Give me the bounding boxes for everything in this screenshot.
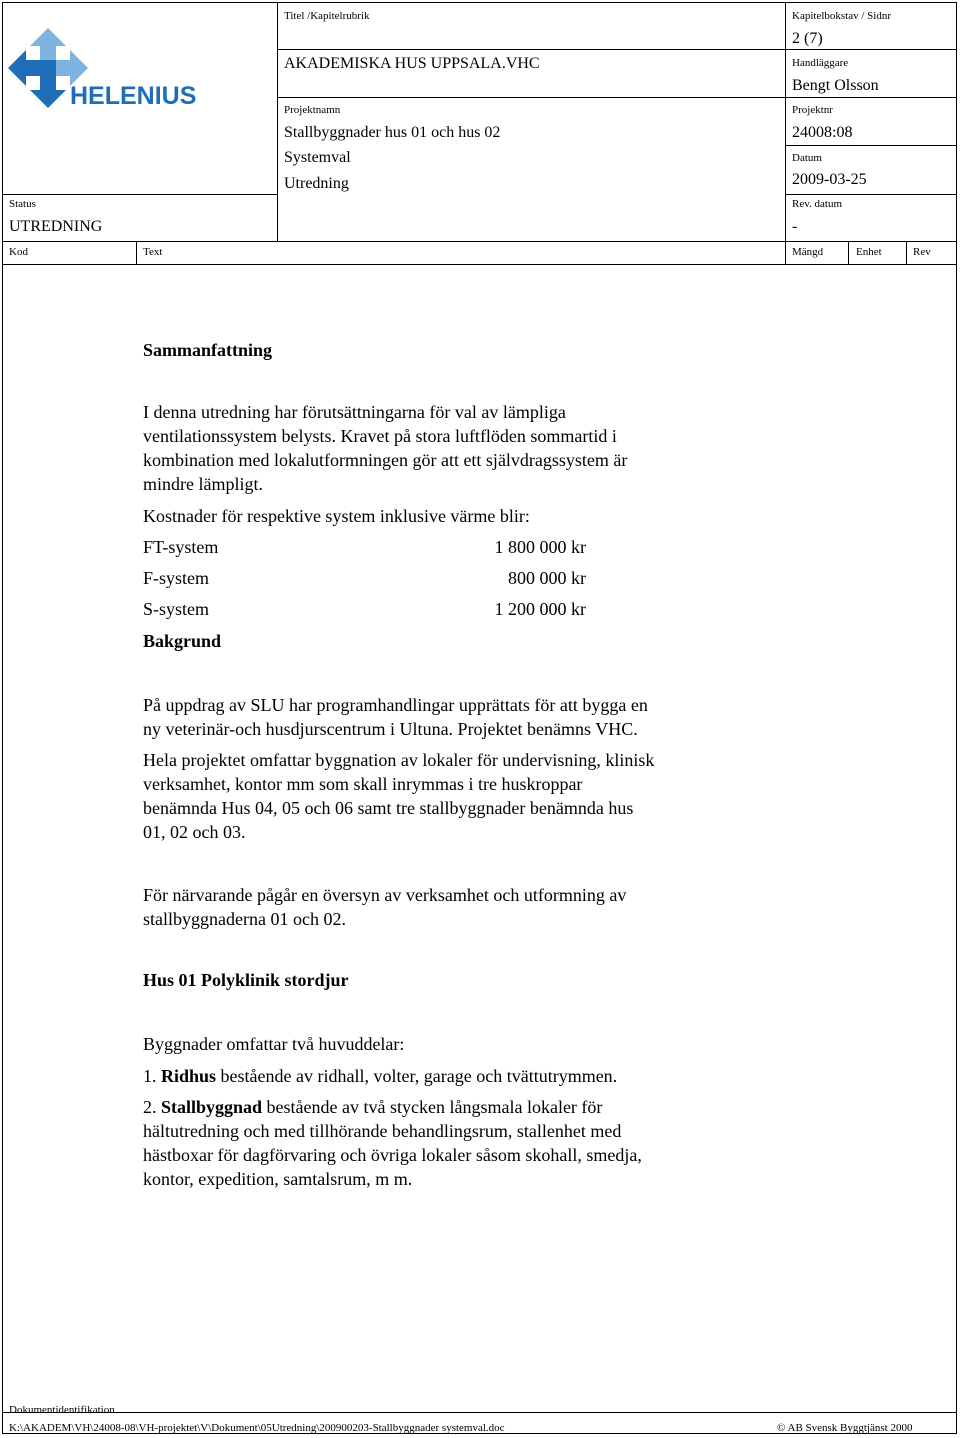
column-enhet: Enhet (856, 246, 882, 258)
cost-amount-s: 1 200 000 kr (494, 599, 586, 619)
summary-heading: Sammanfattning (143, 340, 273, 360)
cost-amount-ft: 1 800 000 kr (494, 537, 586, 557)
header-divider (906, 241, 907, 264)
paragraph-line: ny veterinär-och husdjurscentrum i Ultuna. Projektet benämns VHC. (143, 719, 638, 739)
paragraph-line: kontor, expedition, samtalsrum, m m. (143, 1169, 413, 1189)
handler-label: Handläggare (792, 57, 849, 69)
list-item-2 (143, 1095, 642, 1191)
summary-line: I denna utredning har förutsättningarna för val av lämpliga (143, 402, 566, 422)
doc-id-label: Dokumentidentifikation (9, 1404, 115, 1416)
paragraph-line: stallbyggnaderna 01 och 02. (143, 909, 346, 929)
paragraph-line: benämnda Hus 04, 05 och 06 samt tre stallbyggnader benämnda hus (143, 798, 634, 818)
system-value: Utredning (284, 175, 349, 192)
paragraph-line: hältutredning och med tillhörande behandlingsrum, stallenhet med (143, 1121, 622, 1141)
title-label: Titel /Kapitelrubrik (284, 10, 370, 22)
rev-date-value: - (792, 218, 798, 235)
cost-system-s: S-system (143, 599, 210, 619)
logo-wordmark: HELENIUS (70, 82, 197, 110)
background-paragraph-1 (143, 693, 648, 741)
date-label: Datum (792, 152, 822, 164)
project-number-value: 24008:08 (792, 124, 853, 141)
cost-system-f: F-system (143, 568, 210, 588)
footer-rule (2, 1412, 957, 1413)
paragraph-line: På uppdrag av SLU har programhandlingar upprättats för att bygga en (143, 695, 648, 715)
cost-amount-f: 800 000 kr (508, 568, 586, 588)
background-paragraph-3 (143, 883, 626, 931)
date-value: 2009-03-25 (792, 171, 867, 188)
project-number-label: Projektnr (792, 104, 833, 116)
handler-value: Bengt Olsson (792, 77, 879, 94)
hus01-heading: Hus 01 Polyklinik stordjur (143, 970, 349, 990)
list-item-title: Stallbyggnad (161, 1097, 263, 1117)
header-divider (277, 2, 278, 241)
header-divider (785, 2, 786, 264)
column-kod: Kod (9, 246, 28, 258)
list-item-title: Ridhus (161, 1066, 217, 1086)
list-number: 1. (143, 1066, 157, 1086)
header-divider (136, 241, 137, 264)
document-title: AKADEMISKA HUS UPPSALA.VHC (284, 55, 540, 72)
header-rule (2, 241, 957, 242)
status-label: Status (9, 198, 36, 210)
rev-date-label: Rev. datum (792, 198, 842, 210)
header-divider (848, 241, 849, 264)
project-name-value: Stallbyggnader hus 01 och hus 02 (284, 124, 501, 141)
paragraph-line: För närvarande pågår en översyn av verksamhet och utformning av (143, 885, 627, 905)
background-heading: Bakgrund (143, 631, 222, 651)
header-rule (785, 97, 957, 98)
cost-intro: Kostnader för respektive system inklusive värme blir: (143, 506, 530, 526)
header-rule (2, 264, 957, 265)
paragraph-line: hästboxar för dagförvaring och övriga lokaler såsom skohall, smedja, (143, 1145, 642, 1165)
helenius-logo (8, 28, 204, 112)
list-number: 2. (143, 1097, 157, 1117)
hus01-intro: Byggnader omfattar två huvuddelar: (143, 1034, 405, 1054)
column-rev: Rev (913, 246, 931, 258)
paragraph-line: 01, 02 och 03. (143, 822, 246, 842)
list-item-1 (143, 1064, 617, 1088)
summary-paragraph (143, 400, 627, 496)
copyright: © AB Svensk Byggtjänst 2000 (777, 1422, 913, 1434)
paragraph-line: Hela projektet omfattar byggnation av lokaler för undervisning, klinisk (143, 750, 655, 770)
background-paragraph-2 (143, 748, 654, 844)
summary-line: kombination med lokalutformningen gör att ett självdragssystem är (143, 450, 628, 470)
summary-line: ventilationssystem belysts. Kravet på stora luftflöden sommartid i (143, 426, 617, 446)
paragraph-line: verksamhet, kontor mm som skall inrymmas i tre huskroppar (143, 774, 583, 794)
column-mangd: Mängd (792, 246, 824, 258)
header-rule (277, 97, 785, 98)
page-number: 2 (7) (792, 30, 823, 47)
status-value: UTREDNING (9, 218, 103, 235)
summary-line: mindre lämpligt. (143, 474, 263, 494)
header-rule (2, 194, 277, 195)
header-rule (277, 49, 957, 50)
list-item-text: bestående av ridhall, volter, garage och tvättutrymmen. (216, 1066, 618, 1086)
project-name-label: Projektnamn (284, 104, 341, 116)
system-label: Systemval (284, 149, 351, 166)
page-label: Kapitelbokstav / Sidnr (792, 10, 891, 22)
list-item-text: bestående av två stycken långsmala lokaler för (262, 1097, 603, 1117)
header-rule (785, 145, 957, 146)
column-text: Text (143, 246, 163, 258)
doc-path: K:\AKADEM\VH\24008-08\VH-projektet\V\Dokument\05Utredning\200900203-Stallbyggnader systemval.doc (9, 1422, 505, 1434)
header-rule (785, 194, 957, 195)
cost-system-ft: FT-system (143, 537, 219, 557)
